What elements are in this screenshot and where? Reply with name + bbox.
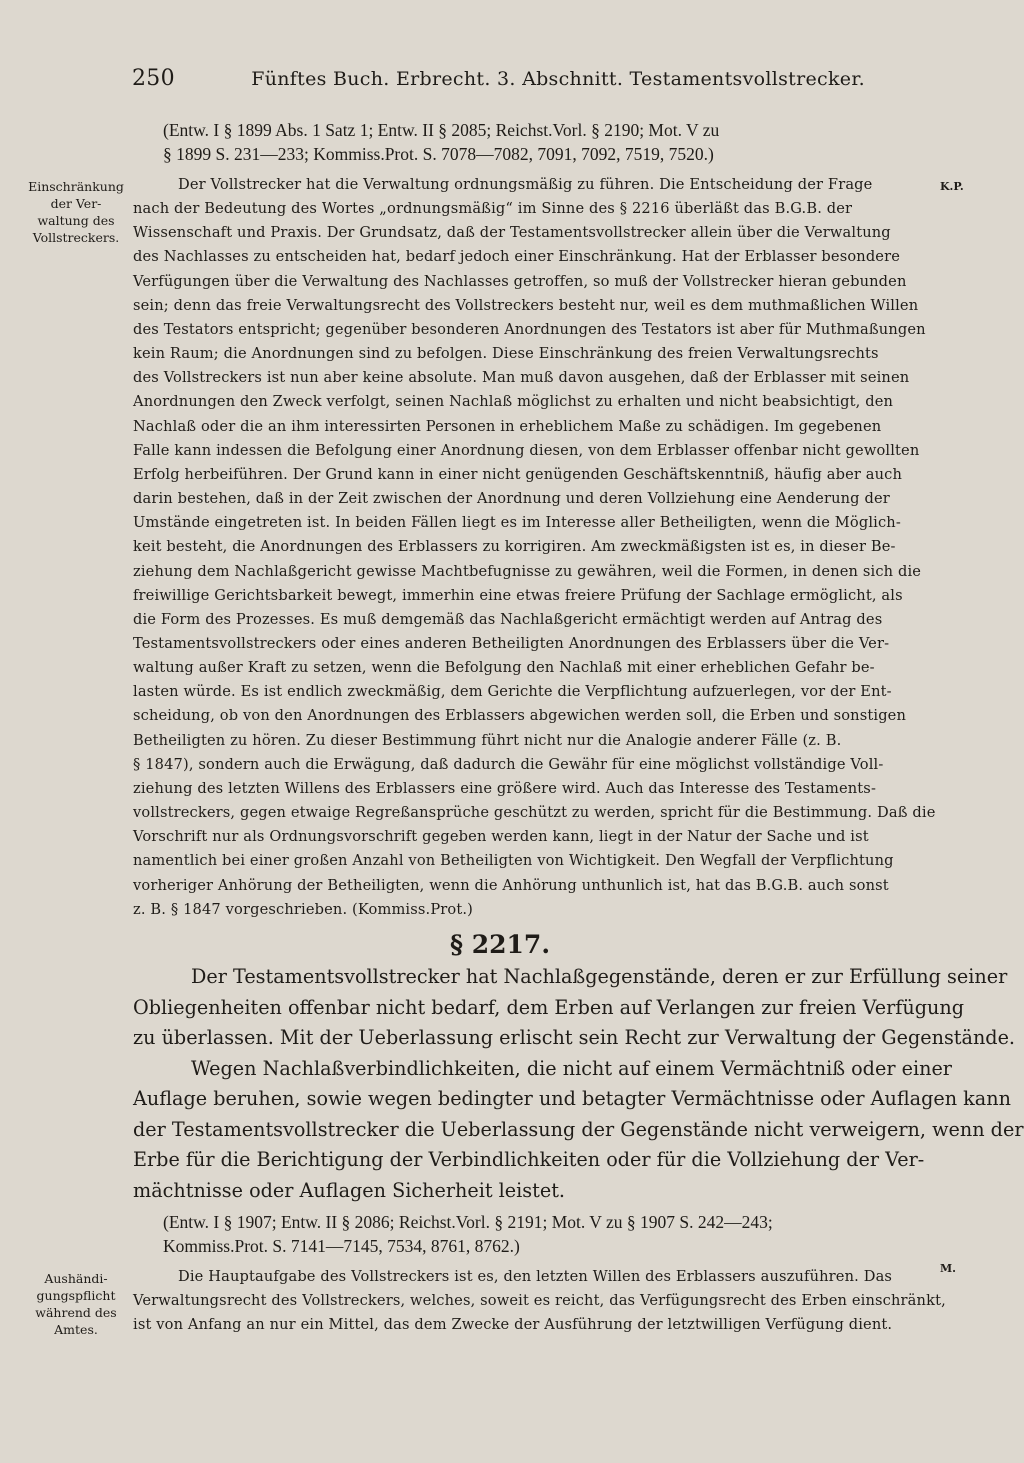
margin-note-line: Aushändi- (44, 1271, 108, 1286)
statute-line: mächtnisse oder Auflagen Sicherheit leistet. (133, 1178, 566, 1202)
statute-line: Wegen Nachlaßverbindlichkeiten, die nicht auf einem Vermächtniß oder einer (191, 1056, 952, 1080)
statute-line: Der Testamentsvollstrecker hat Nachlaßgegenstände, deren er zur Erfüllung seiner (191, 965, 1008, 988)
commentary-line: ziehung dem Nachlaßgericht gewisse Machtbefugnisse zu gewähren, weil die Formen, in denen sich die (133, 562, 922, 580)
commentary-line: waltung außer Kraft zu setzen, wenn die Befolgung den Nachlaß mit einer erheblichen Gefahr be- (133, 659, 875, 677)
commentary-line: z. B. § 1847 vorgeschrieben. (Kommiss.Prot.) (133, 900, 473, 918)
reference-line: Kommiss.Prot. S. 7141—7145, 7534, 8761, 8762.) (163, 1236, 520, 1256)
commentary-line: darin bestehen, daß in der Zeit zwischen der Anordnung und deren Vollziehung eine Aenderung der (133, 490, 890, 508)
margin-note-line: der Ver- (50, 196, 102, 211)
margin-note-line: Amtes. (54, 1322, 98, 1337)
reference-block-1 (133, 118, 933, 166)
commentary-line: nach der Bedeutung des Wortes „ordnungsmäßig“ im Sinne des § 2216 überläßt das B.G.B. der (133, 200, 853, 218)
commentary-line: keit besteht, die Anordnungen des Erblassers zu korrigiren. Am zweckmäßigsten ist es, in dieser Be- (133, 538, 896, 556)
margin-note-1 (22, 178, 130, 246)
commentary-line: des Vollstreckers ist nun aber keine absolute. Man muß davon ausgehen, daß der Erblasser mit seinen (133, 369, 910, 387)
statute-text (133, 962, 1024, 1206)
commentary-line: Falle kann indessen die Befolgung einer Anordnung diesen, von dem Erblasser offenbar nicht gewollten (133, 441, 920, 459)
commentary-line: Verfügungen über die Verwaltung des Nachlasses getroffen, so muß der Vollstrecker hieran gebunden (133, 272, 907, 290)
commentary-line: Der Vollstrecker hat die Verwaltung ordnungsmäßig zu führen. Die Entscheidung der Frage (178, 176, 873, 193)
statute-line: Obliegenheiten offenbar nicht bedarf, dem Erben auf Verlangen zur freien Verfügung (133, 995, 964, 1019)
commentary-line: scheidung, ob von den Anordnungen des Erblassers abgewichen werden soll, die Erben und sonstigen (133, 707, 907, 725)
margin-note-line: waltung des (37, 213, 115, 228)
running-title: Fünftes Buch. Erbrecht. 3. Abschnitt. Testamentsvollstrecker. (251, 68, 865, 90)
commentary-line: kein Raum; die Anordnungen sind zu befolgen. Diese Einschränkung des freien Verwaltungsrechts (133, 345, 879, 363)
commentary-line: Die Hauptaufgabe des Vollstreckers ist es, den letzten Willen des Erblassers auszuführen. Das (178, 1268, 893, 1285)
page-header (132, 66, 932, 91)
margin-note-2 (22, 1270, 130, 1338)
margin-note-line: gungspflicht (36, 1288, 116, 1303)
statute-line: Erbe für die Berichtigung der Verbindlichkeiten oder für die Vollziehung der Ver- (133, 1148, 925, 1171)
commentary-line: Testamentsvollstreckers oder eines anderen Betheiligten Anordnungen des Erblassers über die Ver- (133, 634, 890, 652)
section-heading: § 2217. (449, 930, 551, 959)
reference-line: (Entw. I § 1899 Abs. 1 Satz 1; Entw. II § 2085; Reichst.Vorl. § 2190; Mot. V zu (163, 120, 720, 140)
commentary-line: vorheriger Anhörung der Betheiligten, wenn die Anhörung unthunlich ist, hat das B.G.B. auch sonst (133, 876, 889, 894)
commentary-line: vollstreckers, gegen etwaige Regreßansprüche geschützt zu werden, spricht für die Bestimmung. Daß die (133, 804, 936, 822)
statute-line: der Testamentsvollstrecker die Ueberlassung der Gegenstände nicht verweigern, wenn der (133, 1117, 1024, 1141)
source-tag-m: M. (940, 1262, 957, 1275)
commentary-line: § 1847), sondern auch die Erwägung, daß dadurch die Gewähr für eine möglichst vollständige Voll- (133, 755, 884, 773)
commentary-line: ziehung des letzten Willens des Erblassers eine größere wird. Auch das Interesse des Testaments- (133, 779, 877, 797)
commentary-line: Nachlaß oder die an ihm interessirten Personen in erheblichem Maße zu schädigen. Im gegebenen (133, 417, 882, 435)
commentary-line: Erfolg herbeiführen. Der Grund kann in einer nicht genügenden Geschäftskenntniß, häufig aber auch (133, 465, 903, 483)
commentary-line: Umstände eingetreten ist. In beiden Fällen liegt es im Interesse aller Betheiligten, wenn die Möglich- (133, 514, 901, 532)
commentary-line: namentlich bei einer großen Anzahl von Betheiligten von Wichtigkeit. Den Wegfall der Verpflichtung (133, 852, 894, 870)
commentary-line: Betheiligten zu hören. Zu dieser Bestimmung führt nicht nur die Analogie anderer Fälle (z. B. (133, 731, 842, 749)
statute-line: Auflage beruhen, sowie wegen bedingter und betagter Vermächtnisse oder Auflagen kann (133, 1087, 1011, 1110)
reference-line: (Entw. I § 1907; Entw. II § 2086; Reichst.Vorl. § 2191; Mot. V zu § 1907 S. 242—243; (163, 1212, 773, 1232)
source-tag-kp: K.P. (940, 180, 964, 193)
commentary-line: des Nachlasses zu entscheiden hat, bedarf jedoch einer Einschränkung. Hat der Erblasser besondere (133, 248, 901, 266)
commentary-line: lasten würde. Es ist endlich zweckmäßig, dem Gerichte die Verpflichtung aufzuerlegen, vor der Ent- (133, 683, 892, 701)
margin-note-line: während des (35, 1305, 117, 1320)
reference-block-2 (133, 1210, 933, 1258)
page-number: 250 (132, 66, 175, 91)
commentary-line: des Testators entspricht; gegenüber besonderen Anordnungen des Testators ist aber für Muthmaßungen (133, 320, 926, 338)
commentary-2 (133, 1265, 946, 1337)
commentary-line: freiwillige Gerichtsbarkeit bewegt, immerhin eine etwas freiere Prüfung der Sachlage ermöglicht, als (133, 586, 903, 604)
commentary-line: Anordnungen den Zweck verfolgt, seinen Nachlaß möglichst zu erhalten und nicht beabsichtigt, den (133, 393, 894, 411)
commentary-line: die Form des Prozesses. Es muß demgemäß das Nachlaßgericht ermächtigt werden auf Antrag des (133, 610, 883, 628)
commentary-line: Verwaltungsrecht des Vollstreckers, welches, soweit es reicht, das Verfügungsrecht des Erben einschränkt, (133, 1292, 946, 1310)
commentary-1 (133, 173, 936, 922)
margin-note-line: Vollstreckers. (32, 230, 120, 245)
statute-line: zu überlassen. Mit der Ueberlassung erlischt sein Recht zur Verwaltung der Gegenstände. (133, 1026, 1016, 1049)
margin-note-line: Einschränkung (28, 179, 124, 194)
commentary-line: sein; denn das freie Verwaltungsrecht des Vollstreckers besteht nur, weil es dem muthmaßlichen Willen (133, 296, 919, 314)
commentary-line: ist von Anfang an nur ein Mittel, das dem Zwecke der Ausführung der letztwilligen Verfügung dient. (133, 1316, 893, 1334)
commentary-line: Vorschrift nur als Ordnungsvorschrift gegeben werden kann, liegt in der Natur der Sache und ist (133, 828, 869, 846)
commentary-line: Wissenschaft und Praxis. Der Grundsatz, daß der Testamentsvollstrecker allein über die Verwaltung (133, 224, 891, 242)
reference-line: § 1899 S. 231—233; Kommiss.Prot. S. 7078—7082, 7091, 7092, 7519, 7520.) (163, 144, 714, 164)
